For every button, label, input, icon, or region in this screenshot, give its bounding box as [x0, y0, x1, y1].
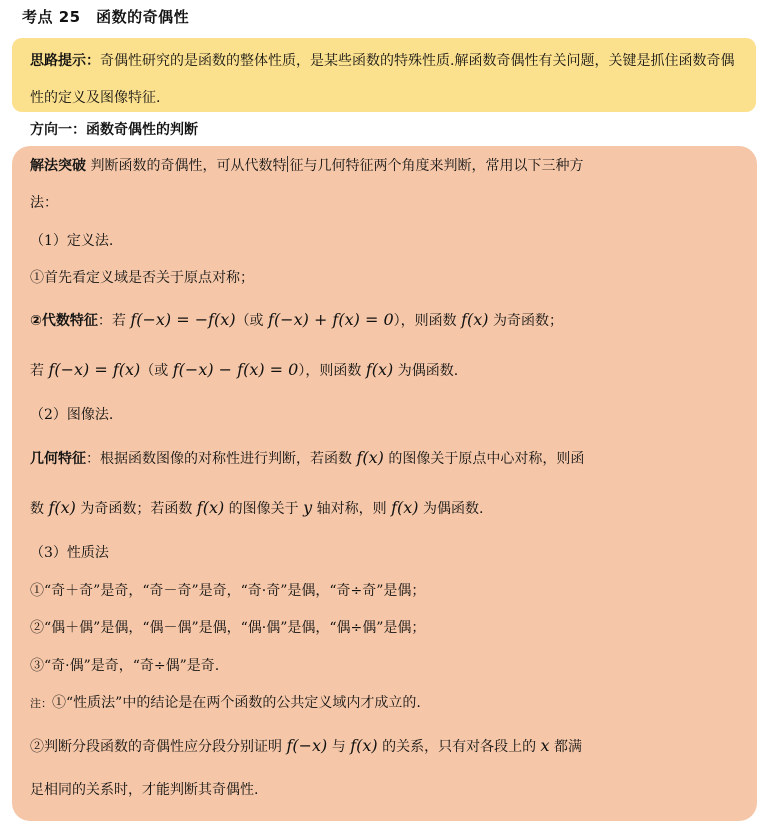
hint-text: 奇偶性研究的是函数的整体性质，是某些函数的特殊性质.解函数奇偶性有关问题，关键是抓住函数奇偶性的定义及图像特征.: [30, 53, 735, 106]
formula-fx: f(x): [365, 360, 394, 379]
algebra-line-1-mid: （或: [235, 313, 269, 329]
note-2-pre: ②判断分段函数的奇偶性应分段分别证明: [30, 739, 287, 755]
algebra-line-2: [30, 358, 743, 383]
definition-heading: （1）定义法.: [30, 233, 114, 249]
formula-fx: f(x): [350, 736, 378, 755]
property-1: ①“奇＋奇”是奇，“奇－奇”是奇，“奇·奇”是偶，“奇÷奇”是偶；: [30, 583, 426, 599]
method-intro-a: 判断函数的奇偶性，可从代数特: [90, 158, 287, 174]
definition-step-1: ①首先看定义域是否关于原点对称；: [30, 270, 254, 286]
hint-box: [12, 38, 756, 112]
method-box: [12, 146, 757, 821]
property-heading: （3）性质法: [30, 545, 109, 561]
geometry-line-2-pre: 数: [30, 501, 49, 517]
formula-fx: f(x): [461, 310, 489, 329]
geometry-line-2-mid1: 为奇函数；若函数: [75, 501, 197, 517]
geometry-line-1: [30, 446, 743, 471]
note-2-mid: 与: [327, 739, 351, 755]
note-2-post: 的关系，只有对各段上的: [377, 739, 541, 755]
formula-even-alt: f(−x) − f(x) = 0: [172, 360, 299, 379]
hint-label: 思路提示：: [30, 53, 100, 69]
geometry-line-2: [30, 496, 743, 521]
algebra-line-2-end: 为偶函数.: [393, 363, 459, 379]
note-2-end: 都满: [549, 739, 583, 755]
note-3: 足相同的关系时，才能判断其奇偶性.: [30, 782, 259, 798]
algebra-line-2-post: ），则函数: [298, 363, 366, 379]
formula-fx: f(x): [391, 498, 419, 517]
property-3: ③“奇·偶”是奇，“奇÷偶”是奇.: [30, 658, 220, 674]
note-line-2: [30, 734, 743, 759]
geometry-line-2-end: 为偶函数.: [418, 501, 484, 517]
method-intro-b: 征与几何特征两个角度来判断，常用以下三种方: [289, 158, 584, 174]
geometry-line-2-mid3: 轴对称，则: [312, 501, 392, 517]
formula-f-neg-x: f(−x): [286, 736, 328, 755]
direction-title: 方向一：函数奇偶性的判断: [30, 122, 198, 138]
algebra-line-1-pre: ：若: [97, 313, 131, 329]
method-intro-c: 法：: [30, 195, 58, 211]
algebra-line-1: [30, 308, 743, 333]
graph-heading: （2）图像法.: [30, 407, 114, 423]
geometry-line-1-post: 的图像关于原点中心对称，则函: [383, 451, 585, 467]
geometry-line-1-pre: ：根据函数图像的对称性进行判断，若函数: [86, 451, 357, 467]
formula-y: y: [303, 498, 313, 517]
formula-odd-alt: f(−x) + f(x) = 0: [268, 310, 394, 329]
geometry-line-2-mid2: 的图像关于: [224, 501, 304, 517]
formula-fx: f(x): [196, 498, 225, 517]
note-line-1: [30, 691, 743, 716]
method-intro-line: [30, 154, 743, 178]
geometry-label: 几何特征: [30, 451, 86, 467]
formula-fx: f(x): [356, 448, 384, 467]
algebra-line-1-end: 为奇函数；: [488, 313, 563, 329]
formula-x: x: [540, 736, 550, 755]
property-2: ②“偶＋偶”是偶，“偶－偶”是偶，“偶·偶”是偶，“偶÷偶”是偶；: [30, 620, 426, 636]
formula-even: f(−x) = f(x): [48, 360, 141, 379]
note-label: 注：: [30, 697, 52, 710]
algebra-line-1-post: ），则函数: [393, 313, 462, 329]
section-title: 考点 25 函数的奇偶性: [22, 8, 190, 26]
algebra-line-2-pre: 若: [30, 363, 49, 379]
method-label: 解法突破: [30, 158, 86, 174]
algebra-line-2-mid: （或: [140, 363, 173, 379]
algebra-label: ②代数特征: [30, 313, 98, 329]
note-1: ①“性质法”中的结论是在两个函数的公共定义域内才成立的.: [52, 695, 421, 711]
formula-fx: f(x): [48, 498, 76, 517]
formula-odd: f(−x) = −f(x): [130, 310, 236, 329]
